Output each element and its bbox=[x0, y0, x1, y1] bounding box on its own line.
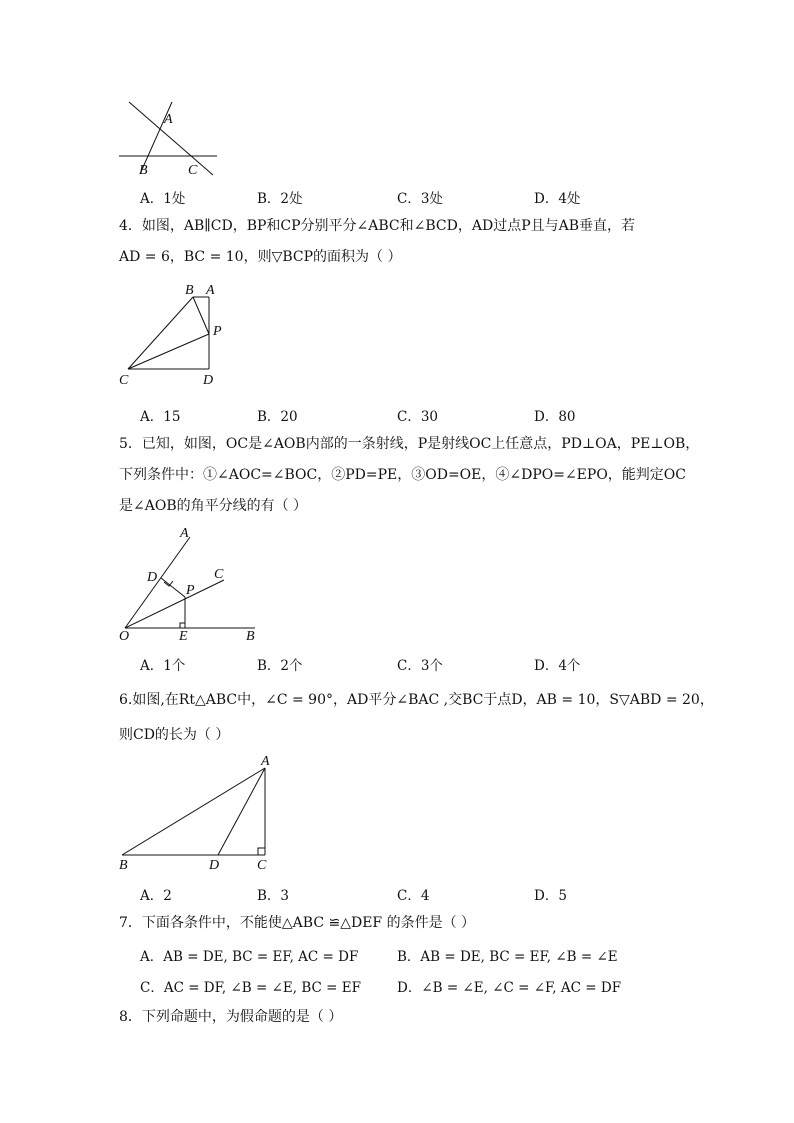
q5-option-d[interactable]: D．4个 bbox=[534, 658, 581, 674]
q5-option-b[interactable]: B．2个 bbox=[257, 658, 303, 674]
q6-option-d[interactable]: D．5 bbox=[534, 888, 567, 904]
q4-option-d[interactable]: D．80 bbox=[534, 409, 576, 425]
q3-option-c[interactable]: C．3处 bbox=[397, 191, 443, 207]
label-C: C bbox=[214, 567, 224, 582]
label-C: C bbox=[257, 858, 267, 873]
q5-option-c[interactable]: C．3个 bbox=[397, 658, 443, 674]
q5-stem-line1: 5．已知，如图，OC是∠AOB内部的一条射线，P是射线OC上任意点，PD⊥OA，PE⊥OB， bbox=[119, 436, 700, 452]
q3-option-d[interactable]: D．4处 bbox=[534, 191, 581, 207]
q7-option-b[interactable]: B．AB = DE, BC = EF, ∠B = ∠E bbox=[397, 949, 618, 965]
label-A: A bbox=[261, 754, 270, 769]
q4-stem-line1: 4．如图，AB∥CD，BP和CP分别平分∠ABC和∠BCD，AD过点P且与AB垂直，若 bbox=[119, 218, 636, 234]
q4-option-b[interactable]: B．20 bbox=[257, 409, 298, 425]
label-D: D bbox=[147, 570, 158, 585]
q6-option-c[interactable]: C．4 bbox=[397, 888, 430, 904]
label-D: D bbox=[209, 858, 220, 873]
label-A: A bbox=[164, 112, 173, 127]
q4-option-a[interactable]: A．15 bbox=[140, 409, 181, 425]
q8-stem: 8．下列命题中，为假命题的是（ ） bbox=[119, 1009, 343, 1025]
label-A: A bbox=[206, 283, 215, 298]
label-C: C bbox=[119, 373, 129, 388]
q7-stem: 7．下面各条件中，不能使△ABC ≌△DEF 的条件是（ ） bbox=[119, 915, 476, 931]
q3-option-b[interactable]: B．2处 bbox=[257, 191, 303, 207]
label-E: E bbox=[179, 629, 188, 644]
q6-option-b[interactable]: B．3 bbox=[257, 888, 290, 904]
label-B: B bbox=[246, 629, 255, 644]
label-B: B bbox=[119, 858, 128, 873]
q4-option-c[interactable]: C．30 bbox=[397, 409, 439, 425]
label-B: B bbox=[139, 163, 148, 178]
q5-stem-line3: 是∠AOB的角平分线的有（ ） bbox=[119, 498, 308, 514]
label-P: P bbox=[213, 324, 222, 339]
q7-option-d[interactable]: D．∠B = ∠E, ∠C = ∠F, AC = DF bbox=[397, 980, 622, 996]
label-P: P bbox=[186, 583, 195, 598]
label-O: O bbox=[119, 629, 130, 644]
label-B: B bbox=[185, 283, 194, 298]
q7-option-c[interactable]: C．AC = DF, ∠B = ∠E, BC = EF bbox=[140, 980, 361, 996]
q5-stem-line2: 下列条件中：①∠AOC=∠BOC，②PD=PE，③OD=OE，④∠DPO=∠EPO，能判定OC bbox=[119, 467, 686, 483]
q5-option-a[interactable]: A．1个 bbox=[140, 658, 186, 674]
q6-stem-line1: 6.如图,在Rt△ABC中，∠C = 90°，AD平分∠BAC ,交BC于点D，AB = 10，S▽ABD = 20， bbox=[119, 692, 714, 708]
label-C: C bbox=[188, 163, 198, 178]
q6-option-a[interactable]: A．2 bbox=[140, 888, 172, 904]
q4-stem-line2: AD = 6，BC = 10，则▽BCP的面积为（ ） bbox=[119, 249, 402, 265]
q3-option-a[interactable]: A．1处 bbox=[140, 191, 186, 207]
q7-option-a[interactable]: A．AB = DE, BC = EF, AC = DF bbox=[140, 949, 359, 965]
label-A: A bbox=[180, 526, 189, 541]
label-D: D bbox=[203, 373, 214, 388]
q6-stem-line2: 则CD的长为（ ） bbox=[119, 727, 230, 743]
